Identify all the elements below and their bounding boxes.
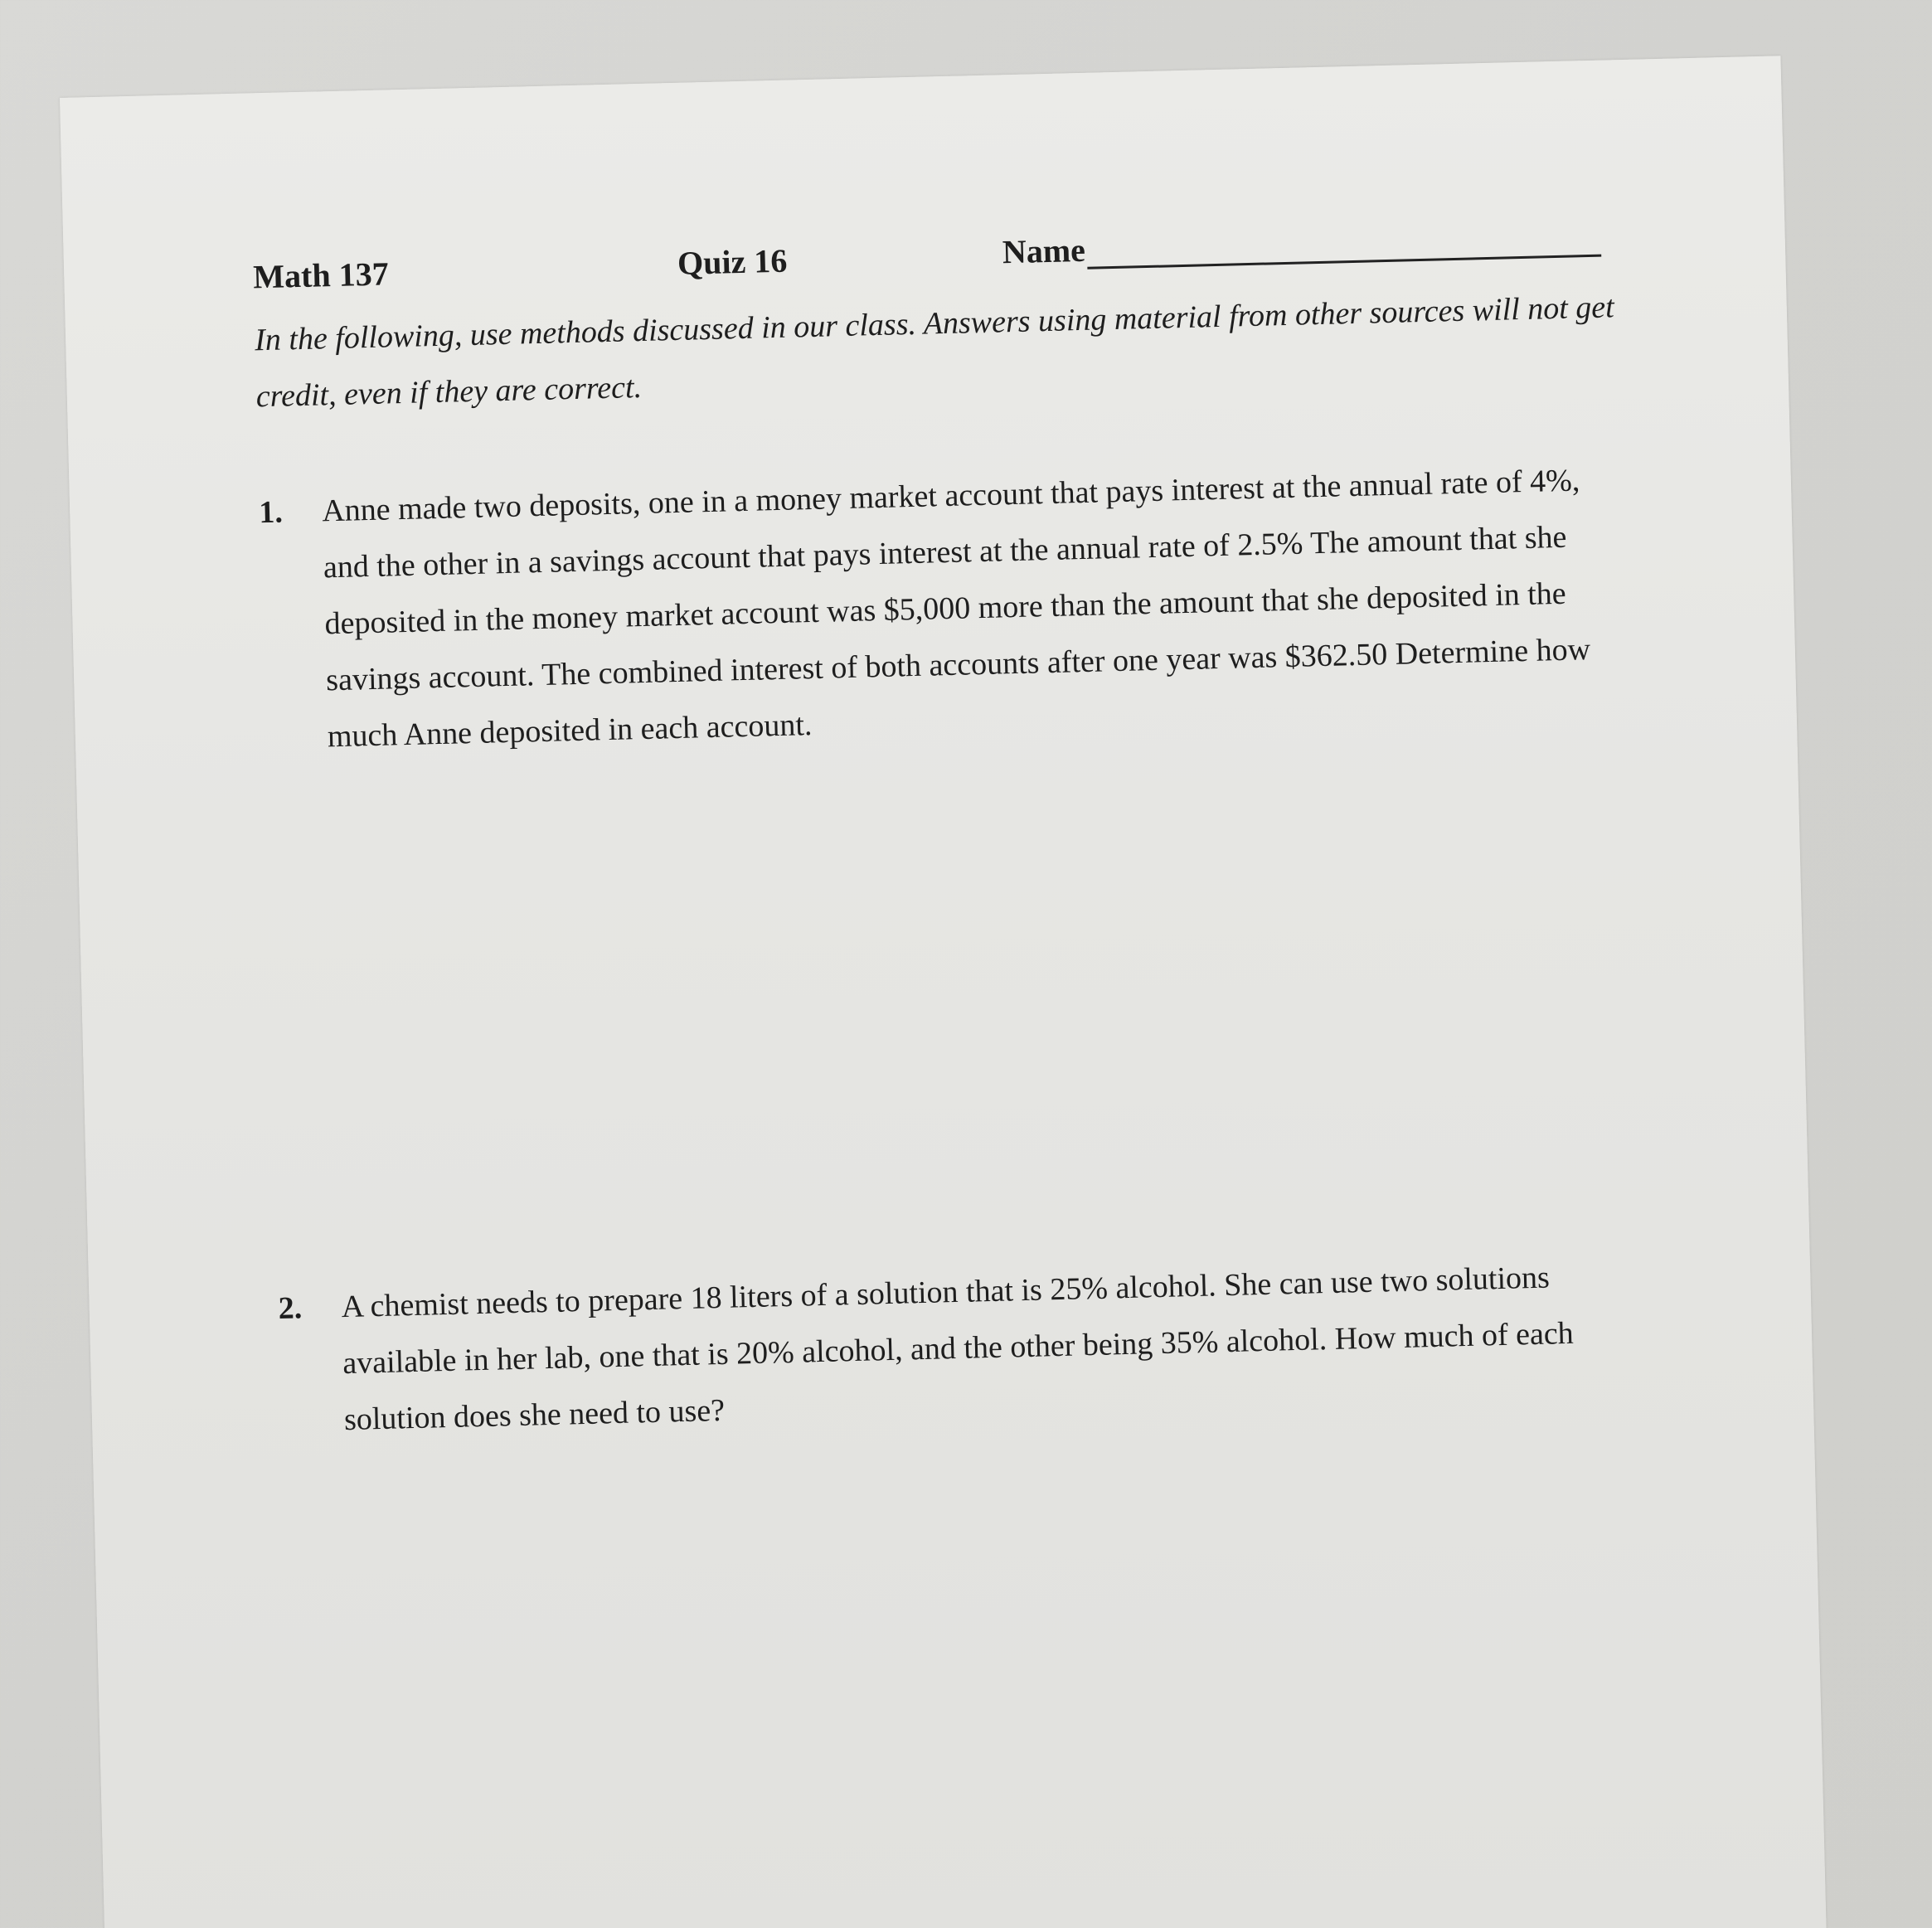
instructions: In the following, use methods discussed in our class. Answers using material from other sources will not get credit, even if they are correct. <box>254 289 1615 415</box>
question-2 <box>278 1247 1641 1450</box>
quiz-sheet <box>60 56 1827 1928</box>
name-blank-line <box>1086 223 1601 270</box>
question-text: A chemist needs to prepare 18 liters of a solution that is 25% alcohol. She can use two solutions available in her lab, one that is 20% alcohol, and the other being 35% alcohol. How much of each solution does she need to use? <box>341 1260 1575 1438</box>
course-title: Math 137 <box>252 255 390 296</box>
question-text: Anne made two deposits, one in a money market account that pays interest at the annual rate of 4%, and the other in a savings account that pays interest at the annual rate of 2.5% The amount that she deposited in the money market account was $5,000 more than the amount that she deposited in the savings account. The combined interest of both accounts after one year was $362.50 Determine how much Anne deposited in each account. <box>321 463 1591 755</box>
question-number: 2. <box>278 1290 303 1326</box>
name-label: Name <box>1002 231 1086 271</box>
quiz-title: Quiz 16 <box>677 241 788 282</box>
question-1 <box>258 451 1624 766</box>
question-number: 1. <box>258 494 284 531</box>
name-field <box>1002 218 1601 272</box>
quiz-content <box>253 217 1642 1450</box>
